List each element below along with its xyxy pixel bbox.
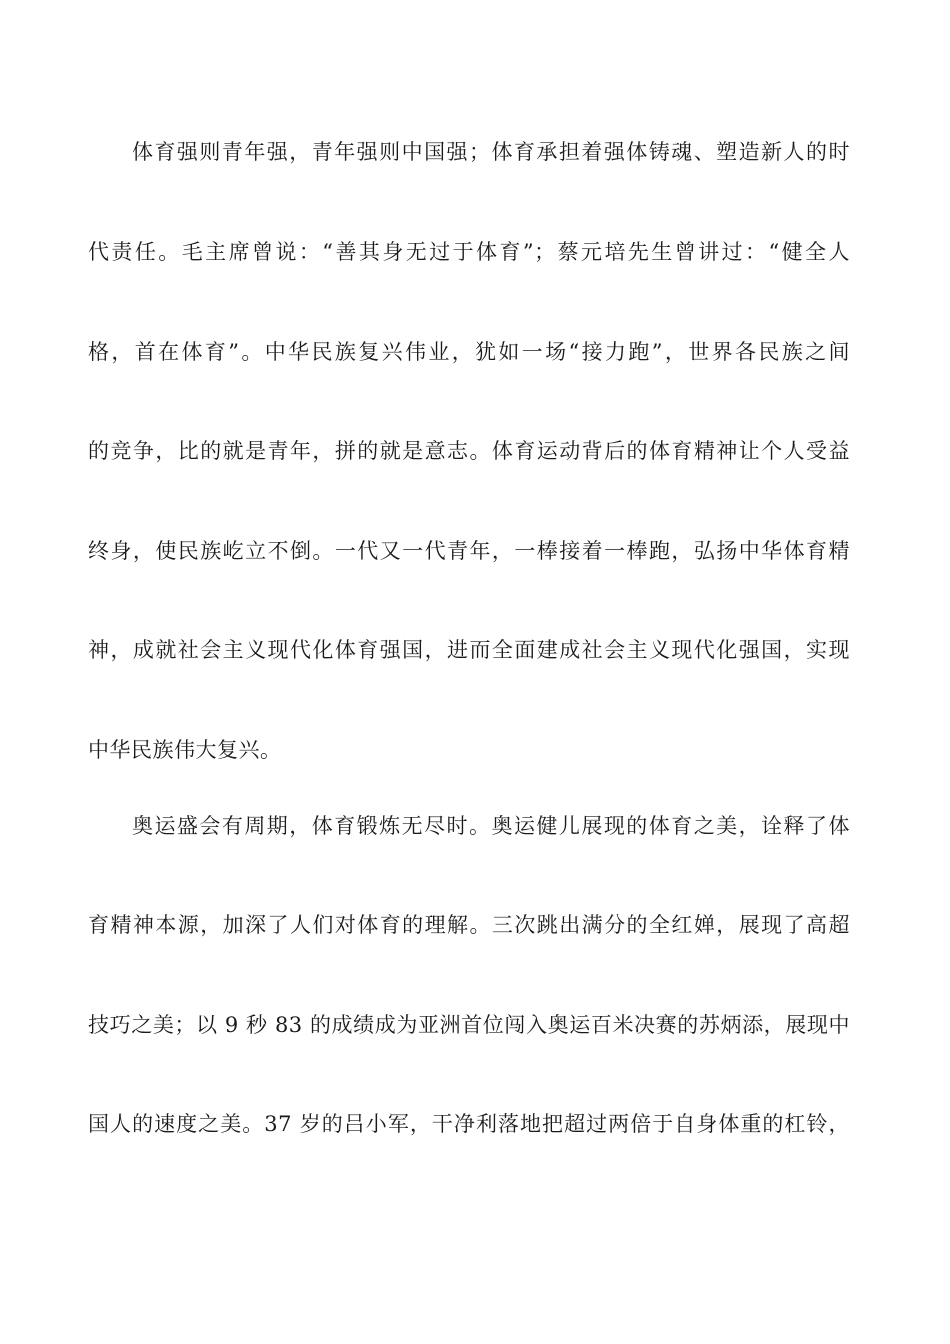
paragraph-1-line-6: 神，成就社会主义现代化体育强国，进而全面建成社会主义现代化强国，实现 bbox=[88, 638, 850, 662]
paragraph-1-line-4: 的竞争，比的就是青年，拼的就是意志。体育运动背后的体育精神让个人受益 bbox=[88, 439, 850, 463]
paragraph-1-line-1: 体育强则青年强，青年强则中国强；体育承担着强体铸魂、塑造新人的时 bbox=[132, 140, 850, 164]
paragraph-1-line-7: 中华民族伟大复兴。 bbox=[88, 738, 282, 762]
paragraph-1-line-5: 终身，使民族屹立不倒。一代又一代青年，一棒接着一棒跑，弘扬中华体育精 bbox=[88, 539, 850, 563]
paragraph-1-line-3: 格，首在体育”。中华民族复兴伟业，犹如一场“接力跑”，世界各民族之间 bbox=[88, 340, 850, 364]
paragraph-2-line-4: 国人的速度之美。37 岁的吕小军，干净利落地把超过两倍于自身体重的杠铃， bbox=[88, 1112, 850, 1136]
paragraph-2-line-1: 奥运盛会有周期，体育锻炼无尽时。奥运健儿展现的体育之美，诠释了体 bbox=[132, 814, 850, 838]
paragraph-1-line-2: 代责任。毛主席曾说：“善其身无过于体育”；蔡元培先生曾讲过：“健全人 bbox=[88, 240, 850, 264]
paragraph-2-line-3: 技巧之美；以 9 秒 83 的成绩成为亚洲首位闯入奥运百米决赛的苏炳添，展现中 bbox=[88, 1013, 850, 1037]
paragraph-2-line-2: 育精神本源，加深了人们对体育的理解。三次跳出满分的全红婵，展现了高超 bbox=[88, 913, 850, 937]
